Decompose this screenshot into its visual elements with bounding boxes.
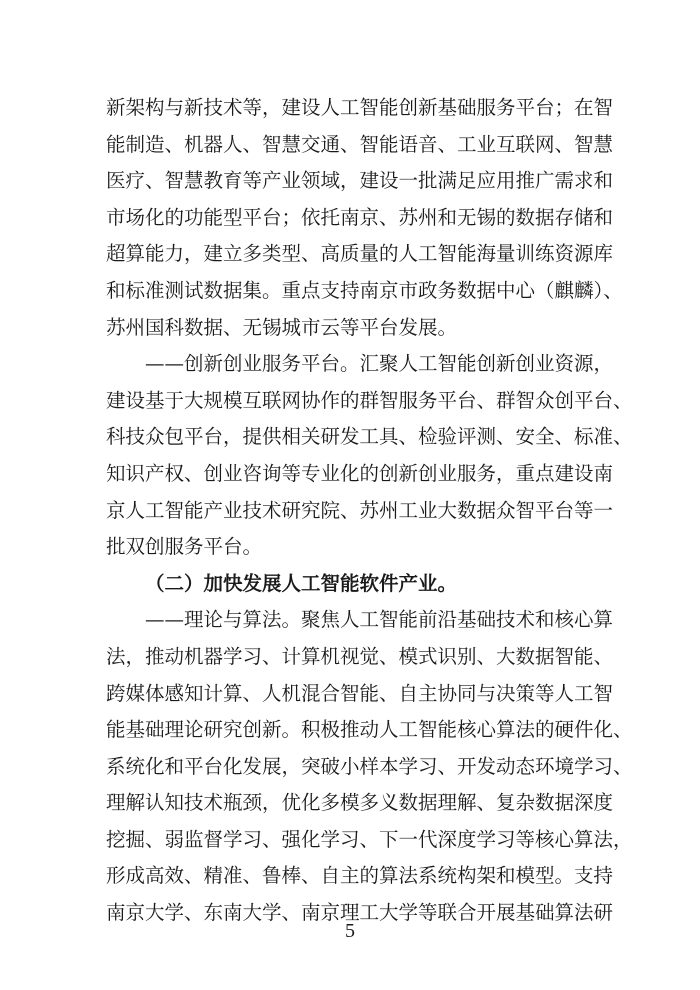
text-line: 能基础理论研究创新。积极推动人工智能核心算法的硬件化、 [106,718,633,742]
text-line: 超算能力，建立多类型、高质量的人工智能海量训练资源库 [106,242,614,266]
text-line: ——创新创业服务平台。汇聚人工智能创新创业资源， [145,352,614,376]
text-line: 新架构与新技术等，建设人工智能创新基础服务平台；在智 [106,96,614,119]
text-line: 和标准测试数据集。重点支持南京市政务数据中心（麒麟）、 [106,278,623,302]
text-line: 科技众包平台，提供相关研发工具、检验评测、安全、标准、 [106,425,633,449]
page-number: 5 [345,920,355,942]
text-line: 形成高效、精准、鲁棒、自主的算法系统构架和模型。支持 [106,864,614,888]
text-line: 理解认知技术瓶颈，优化多模多义数据理解、复杂数据深度 [106,791,614,815]
text-line: 建设基于大规模互联网协作的群智服务平台、群智众创平台、 [106,388,633,412]
text-line: 法，推动机器学习、计算机视觉、模式识别、大数据智能、 [106,644,614,668]
text-line: ——理论与算法。聚焦人工智能前沿基础技术和核心算 [145,608,614,632]
section-heading: （二）加快发展人工智能软件产业。 [145,571,458,595]
body-text [106,90,633,932]
text-line: 跨媒体感知计算、人机混合智能、自主协同与决策等人工智 [106,681,614,705]
text-line: 挖掘、弱监督学习、强化学习、下一代深度学习等核心算法， [106,827,633,851]
text-line: 能制造、机器人、智慧交通、智能语音、工业互联网、智慧 [106,132,614,156]
text-line: 京人工智能产业技术研究院、苏州工业大数据众智平台等一 [106,498,614,522]
text-line: 知识产权、创业咨询等专业化的创新创业服务，重点建设南 [106,461,614,485]
text-line: 系统化和平台化发展，突破小样本学习、开发动态环境学习、 [106,754,633,778]
text-line: 市场化的功能型平台；依托南京、苏州和无锡的数据存储和 [106,205,614,229]
text-line: 医疗、智慧教育等产业领域，建设一批满足应用推广需求和 [106,169,614,193]
text-line: 批双创服务平台。 [106,535,263,559]
text-line: 苏州国科数据、无锡城市云等平台发展。 [106,315,458,339]
text-line: 南京大学、东南大学、南京理工大学等联合开展基础算法研 [106,901,614,925]
